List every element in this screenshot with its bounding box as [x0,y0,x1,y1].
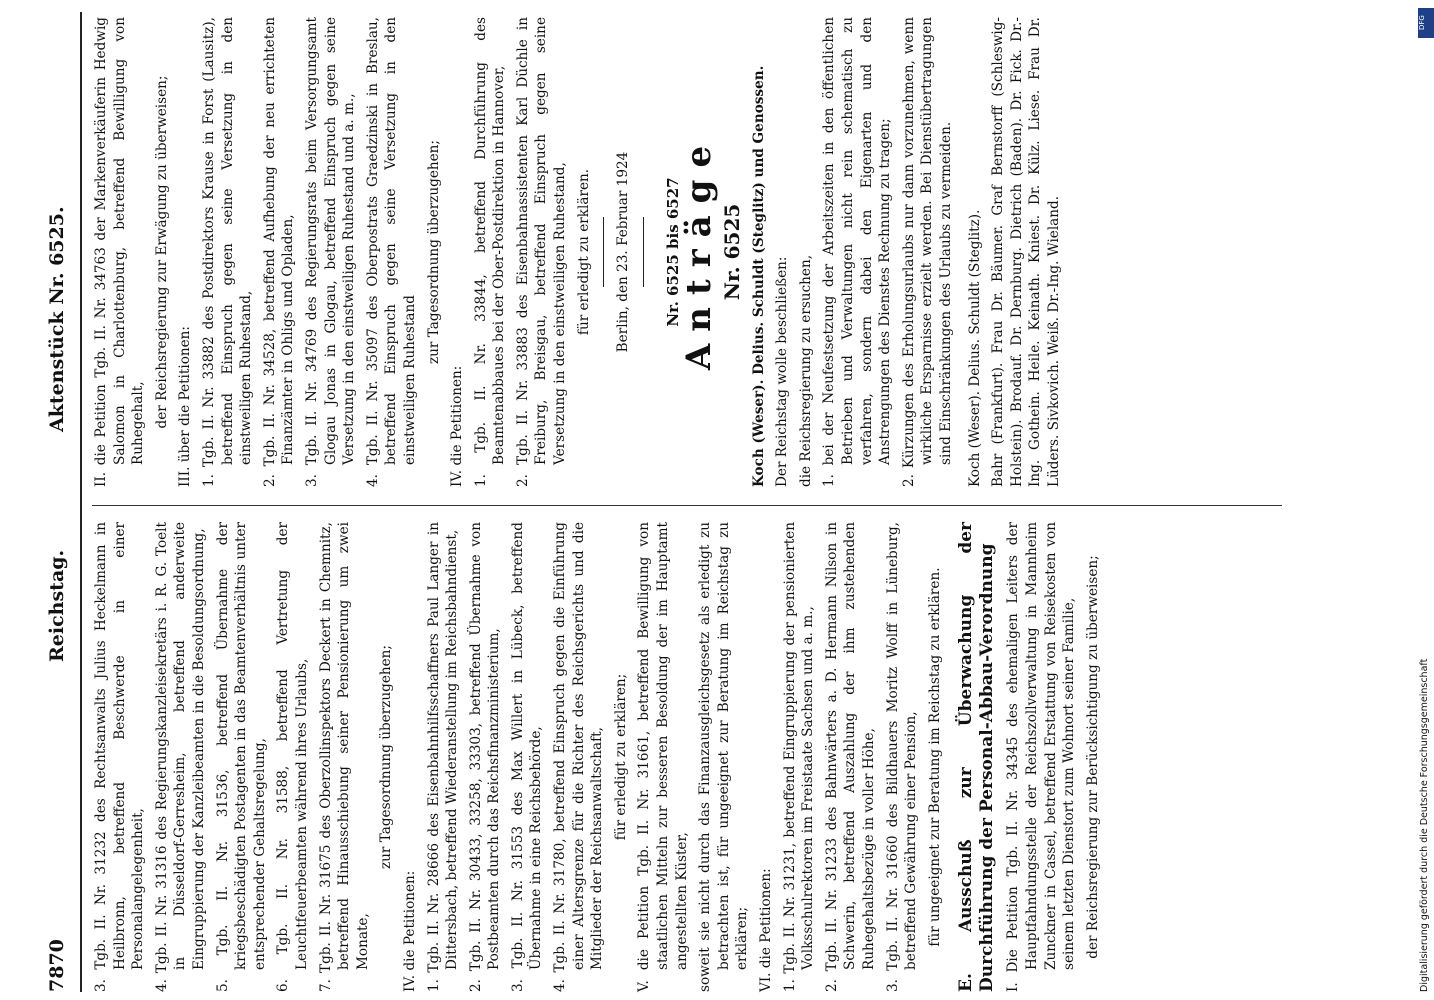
paragraph: 6. Tgb. II. Nr. 31588, betreffend Vertretung der Leuchtfeuerbeamten während ihres Urlaubs, [275,522,310,992]
signatories-primary: Koch (Weser). Delius. Schuldt (Steglitz). [966,209,983,487]
signatories-secondary: Bahr (Frankfurt). Frau Dr. Bäumer. Graf Bernstorff (Schleswig-Holstein). Brodauf. Dr. Dernburg. Dietrich (Baden). Dr. Fick. Dr.-Ing. Gothein. Heile. Keinath. Kniest. Dr. Külz. Liese. Frau Dr. Lüders. Sivkovich. Weiß. Dr.-Ing. Wieland. [990,17,1062,487]
paragraph: zur Tagesordnung überzugehen; [378,644,395,870]
paragraph: 4. Tgb. II. Nr. 31316 des Regierungskanzleisekretärs i. R. G. Toelt in Düsseldorf-Gerresheim, betreffend anderweite Eingruppierung der Kanzleibeamten in die Besoldungsordnung, [153,522,207,992]
paragraph: der Reichsregierung zur Berücksichtigung zu überweisen; [1084,555,1101,959]
paragraph: V. die Petition Tgb. II. Nr. 31661, betreffend Bewilligung von staatlichen Mitteln zur besseren Besoldung der im Hauptamt angestellten Küster, [636,522,690,992]
paragraph: E. Ausschuß zur Überwachung der Durchführung der Personal-Abbau-Verordnung [956,522,998,992]
paragraph: IV. die Petitionen: [401,870,418,992]
left-column [92,522,1107,992]
paragraph: I. Die Petition Tgb. II. Nr. 34345 des ehemaligen Leiters der Hauptfahndungsstelle der Reichszollverwaltung in Mannheim Zunckner in Cassel, betreffend Erstattung von Reisekosten von seinem letzten Dienstort zum Wohnort seiner Familie, [1005,522,1078,992]
paragraph: 5. Tgb. II. Nr. 31536, betreffend Übernahme der kriegsbeschädigten Postagenten in das Beamtenverhältnis unter entsprechender Gehaltsregelung, [214,522,268,992]
paragraph: 1. Tgb. II. Nr. 31231, betreffend Eingruppierung der pensionierten Volksschulrektoren im Freistaate Sachsen und a. m., [781,522,817,992]
paragraph: für erledigt zu erklären; [612,673,629,841]
header-rule [80,12,82,992]
paragraph: 1. Tgb. II. Nr. 33844, betreffend Durchführung des Beamtenabbaues bei der Ober-Postdirektion in Hannover, [472,17,508,487]
paragraph: 3. Tgb. II. Nr. 31553 des Max Willert in Lübeck, betreffend Übernahme in eine Reichsbehörde, [509,522,545,992]
paragraph: zur Tagesordnung überzugehen; [425,139,442,365]
running-header [40,12,80,992]
paragraph: 2. Tgb. II. Nr. 34528, betreffend Aufhebung der neu errichteten Finanzämter in Ohligs und Opladen, [261,17,297,487]
paragraph: 1. Tgb. II. Nr. 28666 des Eisenbahnhilfsschaffners Paul Langer in Dittersbach, betreffend Wiederanstellung im Reichsbahndienst, [425,522,461,992]
digitization-note: Digitalisierung gefördert durch die Deutsche Forschungsgemeinschaft [1419,658,1430,992]
motion-sponsors: Koch (Weser). Delius. Schuldt (Steglitz) und Genossen. [750,65,767,487]
paragraph: 2. Tgb. II. Nr. 30433, 33258, 33303, betreffend Übernahme von Postbeamten durch das Reichsfinanzministerium, [467,522,503,992]
header-title-left: Reichstag. [46,549,68,662]
paragraph: 2. Tgb. II. Nr. 31233 des Bahnwärters a. D. Hermann Nilson in Schwerin, betreffend Auszahlung der ihm zustehenden Ruhegehaltsbezüge in voller Höhe, [823,522,877,992]
motion-number: Nr. 6525 [720,203,745,301]
separator-rule-2 [643,217,644,287]
paragraph: 2. Tgb. II. Nr. 33883 des Eisenbahnassistenten Karl Düchle in Freiburg, Breisgau, betreffend Einspruch gegen seine Versetzung in den einstweiligen Ruhestand, [514,17,569,487]
antraege-heading: Anträge [679,133,720,371]
motion-paragraph: 2. Kürzungen des Erholungsurlaubs nur dann vorzunehmen, wenn wirkliche Ersparnisse erzielt werden. Bei Dienstübertragungen sind Einschränkungen des Urlaubs zu vermeiden. [900,17,954,487]
right-column [92,17,1069,487]
paragraph: 1. Tgb. II. Nr. 33882 des Postdirektors Krause in Forst (Lausitz), betreffend Einspruch gegen seine Versetzung in den einstweiligen Ruhestand, [200,17,255,487]
rotated-page-content [40,8,1385,992]
dateline: Berlin, den 23. Februar 1924 [615,151,632,353]
motion-paragraph: 1. bei der Neufestsetzung der Arbeitszeiten in den öffentlichen Betrieben und Verwaltungen nicht rein schematisch zu verfahren, sondern dabei den Eigenarten und den Anstrengungen des Dienstes Rechnung zu tragen; [821,17,894,487]
header-title-right: Aktenstück Nr. 6525. [46,206,68,432]
motion-paragraph: Der Reichstag wolle beschließen: [774,256,791,487]
column-divider [92,505,1282,506]
right-column-petitions [92,17,593,487]
motion-paragraph: die Reichsregierung zu ersuchen, [797,254,814,487]
motion-body [773,17,955,487]
antraege-range: Nr. 6525 bis 6527 [663,177,682,327]
page-number: 7870 [46,939,68,992]
paragraph: II. die Petition Tgb. II. Nr. 34763 der Markenverkäuferin Hedwig Salomon in Charlottenburg, betreffend Bewilligung von Ruhegehalt, [93,17,147,487]
paragraph: 4. Tgb. II. Nr. 35097 des Oberpostrats Graedzinski in Breslau, betreffend Einspruch gegen seine Versetzung in den einstweiligen Ruhestand [364,17,418,487]
paragraph: soweit sie nicht durch das Finanzausgleichsgesetz als erledigt zu betrachten ist, für ungeeignet zur Beratung im Reichstag zu erklären; [697,522,751,992]
paragraph: IV. die Petitionen: [449,365,466,487]
dfg-logo: DFG [1418,8,1434,38]
paragraph: 7. Tgb. II. Nr. 31675 des Oberzollinspektors Deckert in Chemnitz, betreffend Hinausschiebung seiner Pensionierung um zwei Monate, [317,522,371,992]
paragraph: 3. Tgb. II. Nr. 34769 des Regierungsrats beim Versorgungsamt Glogau Jonas in Glogau, betreffend Einspruch gegen seine Versetzung in den einstweiligen Ruhestand und a. m., [303,17,358,487]
paragraph: für erledigt zu erklären. [575,168,592,336]
paragraph: 4. Tgb. II. Nr. 31780, betreffend Einspruch gegen die Einführung einer Altersgrenze für die Richter des Reichsgerichts und die Mitglieder der Reichsanwaltschaft, [552,522,606,992]
paragraph: 3. Tgb. II. Nr. 31232 des Rechtsanwalts Julius Heckelmann in Heilbronn, betreffend Beschwerde in einer Personalangelegenheit, [93,522,147,992]
paragraph: für ungeeignet zur Beratung im Reichstag zu erklären. [926,567,943,947]
paragraph: 3. Tgb. II. Nr. 31660 des Bildhauers Moritz Wolff in Lüneburg, betreffend Gewährung einer Pension, [884,522,920,992]
paragraph: VI. die Petitionen: [758,868,774,992]
paragraph: der Reichsregierung zur Erwägung zu überweisen; [153,75,170,429]
paragraph: III. über die Petitionen: [177,325,194,487]
separator-rule [603,217,604,287]
